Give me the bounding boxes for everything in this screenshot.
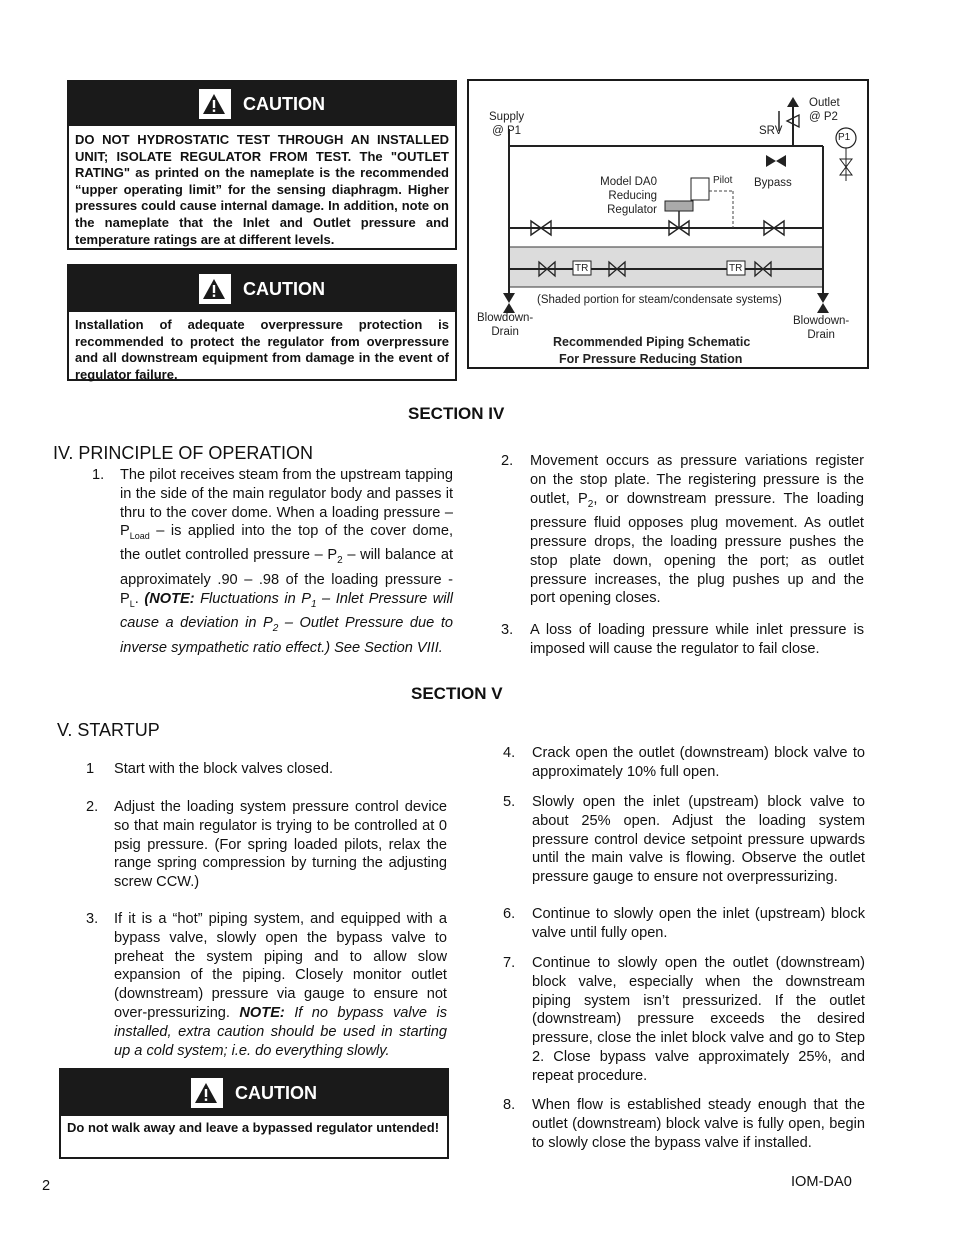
blowdown-right-label: Blowdown- Drain — [793, 315, 850, 341]
p1-label: P1 — [838, 132, 851, 143]
blowdown-left-label: Blowdown- Drain — [477, 312, 534, 338]
caution-box-hydrostatic — [67, 80, 457, 250]
caution-title: CAUTION — [243, 278, 325, 299]
principle-of-operation-heading: IV. PRINCIPLE OF OPERATION — [53, 443, 314, 463]
list-item: 4. Crack open the outlet (downstream) block valve to approximately 10% full open. — [503, 745, 865, 780]
schematic-caption: Recommended Piping Schematic — [553, 335, 751, 349]
list-item: 8. When flow is established steady enough that the outlet (downstream) block valve is fully open, begin to slowly close the bypass valve if installed. — [503, 1097, 865, 1151]
caution-header — [69, 82, 455, 126]
list-item: 3. A loss of loading pressure while inlet pressure is imposed will cause the regulator to fail close. — [501, 622, 864, 657]
warning-icon — [191, 1078, 223, 1108]
section-v-title: SECTION V — [411, 684, 503, 703]
caution-header — [69, 266, 455, 312]
warning-icon — [199, 89, 231, 119]
caution-text: Do not walk away and leave a bypassed regulator untended! — [67, 1120, 440, 1135]
schematic-caption-sub: For Pressure Reducing Station — [559, 352, 743, 366]
list-item: 2. Adjust the loading system pressure control device so that main regulator is trying to be controlled at 0 psig pressure. (For spring loaded pilots, relax the range spring compression by turning the adjusting screw CCW.) — [86, 799, 447, 891]
list-item: 7. Continue to slowly open the outlet (downstream) block valve, especially when the downstream piping system isn’t pressurized. If the outlet (downstream) pressure exceeds the desired pressure, close the inlet block valve and go to Step 2. Close bypass valve approximately 25%, and repeat procedure. — [503, 955, 865, 1084]
caution-box-overpressure — [67, 264, 457, 381]
shaded-region — [509, 247, 823, 287]
tr-label: TR — [729, 263, 743, 274]
caution-header — [61, 1070, 447, 1116]
model-label: Model DA0 Reducing Regulator — [600, 176, 657, 216]
shaded-note: (Shaded portion for steam/condensate systems) — [537, 294, 782, 306]
list-item: 1. The pilot receives steam from the upstream tapping in the side of the main regulator body and passes it thru to the cover dome. When a loading pressure – $P_{Load}$ – is applied into the top of the cover dome, the outlet controlled pressure – $P_2$ – will balance at approximately .90 – .98 of the loading pressure - $P_L$. (NOTE: Fluctuations in $P_1$ – Inlet Pressure will cause a deviation in $P_2$ – Outlet Pressure due to inverse sympathetic ratio effect.) See Section VIII. — [92, 467, 453, 656]
list-item: 5. Slowly open the inlet (upstream) block valve to about 25% open. Adjust the loading system pressure control device setpoint pressure upwards until the main valve is flowing. Observe the outlet pressure gauge to ensure not overpressurizing. — [503, 794, 865, 886]
startup-heading: V. STARTUP — [57, 720, 160, 740]
section-iv-title: SECTION IV — [408, 404, 505, 423]
document-id: IOM-DA0 — [791, 1174, 852, 1190]
outlet-label: Outlet @ P2 — [809, 97, 840, 123]
bypass-label: Bypass — [754, 177, 792, 189]
list-item: 1 Start with the block valves closed. — [86, 761, 334, 777]
caution-title: CAUTION — [243, 93, 325, 114]
piping-schematic — [467, 79, 869, 369]
list-item: 6. Continue to slowly open the inlet (upstream) block valve until fully open. — [503, 906, 865, 941]
warning-icon — [199, 274, 231, 304]
supply-label: Supply @ P1 — [489, 111, 525, 137]
page-number: 2 — [42, 1178, 51, 1194]
caution-title: CAUTION — [235, 1082, 317, 1103]
caution-text: Installation of adequate overpressure protection is recommended to protect the regulator from overpressure and all downstream equipment from damage in the event of regulator failure. — [75, 317, 449, 382]
caution-box-bypass — [59, 1068, 449, 1159]
srv-label: SRV — [759, 125, 783, 137]
tr-label: TR — [575, 263, 589, 274]
list-item: 3. If it is a “hot” piping system, and equipped with a bypass valve, slowly open the bypass valve to preheat the system piping and to allow slow expansion of the piping. Closely monitor outlet (downstream) pressure via gauge to ensure not over-pressurizing. NOTE: If no bypass valve is installed, extra caution should be used in starting up a cold system; i.e. do everything slowly. — [86, 911, 447, 1059]
list-item: 2. Movement occurs as pressure variations register on the stop plate. The registering pressure is the outlet, $P_2$, or downstream pressure. The loading pressure fluid opposes plug movement. As outlet pressure drops, the loading pressure pushes the stop plate down, opening the port; as outlet pressure increases, the plug pushes up and the port opening closes. — [501, 453, 864, 607]
caution-text: DO NOT HYDROSTATIC TEST THROUGH AN INSTALLED UNIT; ISOLATE REGULATOR FROM TEST. The "OUTLET RATING" as printed on the nameplate is the recommended “upper operating limit” for the sensing diaphragm. Higher pressures could cause internal damage. In addition, note on the nameplate that the Inlet and Outlet pressure and temperature ratings are at different levels. — [75, 132, 449, 247]
pilot-label: Pilot — [713, 175, 733, 186]
